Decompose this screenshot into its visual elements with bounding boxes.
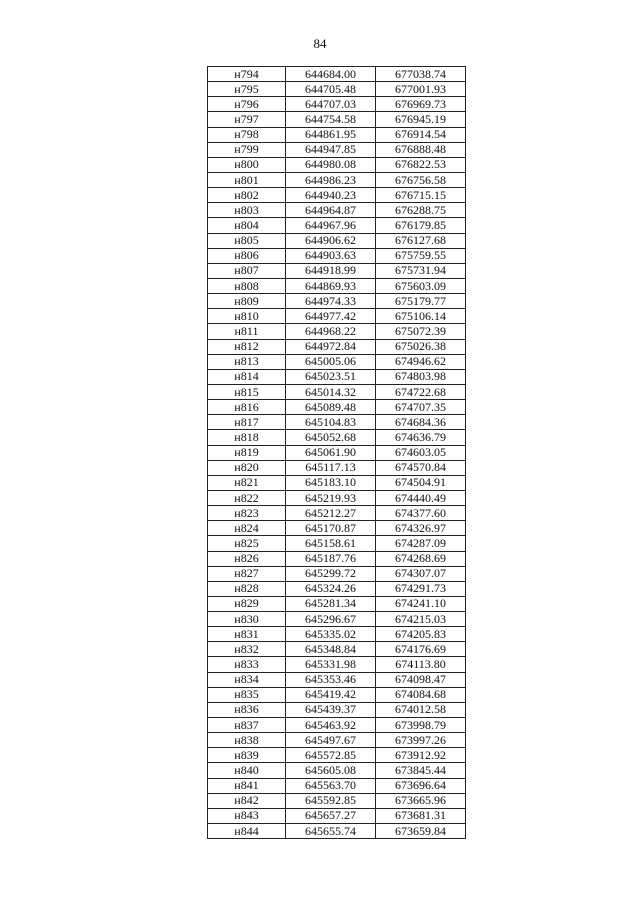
point-id-cell: н807	[208, 263, 286, 278]
point-id-cell: н844	[208, 824, 286, 839]
y-coordinate-cell: 673912.92	[376, 748, 466, 763]
y-coordinate-cell: 674241.10	[376, 596, 466, 611]
table-row	[208, 218, 466, 233]
y-coordinate-cell: 675731.94	[376, 263, 466, 278]
point-id-cell: н840	[208, 763, 286, 778]
y-coordinate-cell: 673696.64	[376, 778, 466, 793]
point-id-cell: н830	[208, 612, 286, 627]
y-coordinate-cell: 676715.15	[376, 188, 466, 203]
x-coordinate-cell: 645052.68	[286, 430, 376, 445]
point-id-cell: н838	[208, 733, 286, 748]
point-id-cell: н837	[208, 718, 286, 733]
y-coordinate-cell: 674326.97	[376, 521, 466, 536]
x-coordinate-cell: 645563.70	[286, 778, 376, 793]
point-id-cell: н831	[208, 627, 286, 642]
point-id-cell: н828	[208, 581, 286, 596]
point-id-cell: н819	[208, 445, 286, 460]
table-row	[208, 369, 466, 384]
table-row	[208, 127, 466, 142]
point-id-cell: н833	[208, 657, 286, 672]
x-coordinate-cell: 644947.85	[286, 142, 376, 157]
y-coordinate-cell: 674113.80	[376, 657, 466, 672]
x-coordinate-cell: 645605.08	[286, 763, 376, 778]
y-coordinate-cell: 674636.79	[376, 430, 466, 445]
x-coordinate-cell: 645296.67	[286, 612, 376, 627]
table-row	[208, 415, 466, 430]
table-row	[208, 687, 466, 702]
x-coordinate-cell: 644977.42	[286, 309, 376, 324]
table-row	[208, 475, 466, 490]
point-id-cell: н809	[208, 294, 286, 309]
x-coordinate-cell: 645592.85	[286, 793, 376, 808]
table-row	[208, 309, 466, 324]
point-id-cell: н810	[208, 309, 286, 324]
y-coordinate-cell: 674176.69	[376, 642, 466, 657]
point-id-cell: н796	[208, 97, 286, 112]
table-row	[208, 566, 466, 581]
table-row	[208, 263, 466, 278]
table-row	[208, 460, 466, 475]
y-coordinate-cell: 676288.75	[376, 203, 466, 218]
y-coordinate-cell: 676888.48	[376, 142, 466, 157]
table-row	[208, 97, 466, 112]
y-coordinate-cell: 676756.58	[376, 172, 466, 187]
y-coordinate-cell: 676969.73	[376, 97, 466, 112]
x-coordinate-cell: 645005.06	[286, 354, 376, 369]
y-coordinate-cell: 675179.77	[376, 294, 466, 309]
point-id-cell: н798	[208, 127, 286, 142]
x-coordinate-cell: 644964.87	[286, 203, 376, 218]
point-id-cell: н827	[208, 566, 286, 581]
y-coordinate-cell: 676914.54	[376, 127, 466, 142]
y-coordinate-cell: 674946.62	[376, 354, 466, 369]
point-id-cell: н834	[208, 672, 286, 687]
point-id-cell: н836	[208, 702, 286, 717]
point-id-cell: н826	[208, 551, 286, 566]
table-row	[208, 112, 466, 127]
x-coordinate-cell: 645497.67	[286, 733, 376, 748]
y-coordinate-cell: 675106.14	[376, 309, 466, 324]
table-row	[208, 157, 466, 172]
table-row	[208, 203, 466, 218]
point-id-cell: н816	[208, 400, 286, 415]
x-coordinate-cell: 644967.96	[286, 218, 376, 233]
y-coordinate-cell: 673997.26	[376, 733, 466, 748]
table-row	[208, 142, 466, 157]
x-coordinate-cell: 644980.08	[286, 157, 376, 172]
point-id-cell: н802	[208, 188, 286, 203]
coordinates-table	[207, 66, 466, 839]
y-coordinate-cell: 673845.44	[376, 763, 466, 778]
table-row	[208, 793, 466, 808]
x-coordinate-cell: 644903.63	[286, 248, 376, 263]
x-coordinate-cell: 645348.84	[286, 642, 376, 657]
x-coordinate-cell: 644918.99	[286, 263, 376, 278]
point-id-cell: н835	[208, 687, 286, 702]
table-row	[208, 82, 466, 97]
point-id-cell: н812	[208, 339, 286, 354]
y-coordinate-cell: 675072.39	[376, 324, 466, 339]
point-id-cell: н800	[208, 157, 286, 172]
point-id-cell: н825	[208, 536, 286, 551]
x-coordinate-cell: 644974.33	[286, 294, 376, 309]
table-row	[208, 612, 466, 627]
x-coordinate-cell: 645158.61	[286, 536, 376, 551]
y-coordinate-cell: 675603.09	[376, 278, 466, 293]
x-coordinate-cell: 644707.03	[286, 97, 376, 112]
point-id-cell: н843	[208, 808, 286, 823]
table-row	[208, 733, 466, 748]
x-coordinate-cell: 645324.26	[286, 581, 376, 596]
x-coordinate-cell: 644684.00	[286, 67, 376, 82]
point-id-cell: н822	[208, 490, 286, 505]
x-coordinate-cell: 645089.48	[286, 400, 376, 415]
x-coordinate-cell: 644906.62	[286, 233, 376, 248]
table-row	[208, 400, 466, 415]
x-coordinate-cell: 644705.48	[286, 82, 376, 97]
x-coordinate-cell: 644940.23	[286, 188, 376, 203]
point-id-cell: н797	[208, 112, 286, 127]
point-id-cell: н804	[208, 218, 286, 233]
x-coordinate-cell: 645212.27	[286, 506, 376, 521]
point-id-cell: н829	[208, 596, 286, 611]
x-coordinate-cell: 645657.27	[286, 808, 376, 823]
table-row	[208, 278, 466, 293]
x-coordinate-cell: 644754.58	[286, 112, 376, 127]
x-coordinate-cell: 645331.98	[286, 657, 376, 672]
x-coordinate-cell: 644968.22	[286, 324, 376, 339]
table-row	[208, 536, 466, 551]
x-coordinate-cell: 645419.42	[286, 687, 376, 702]
table-row	[208, 490, 466, 505]
y-coordinate-cell: 674570.84	[376, 460, 466, 475]
x-coordinate-cell: 645183.10	[286, 475, 376, 490]
table-row	[208, 672, 466, 687]
table-row	[208, 188, 466, 203]
x-coordinate-cell: 645353.46	[286, 672, 376, 687]
table-row	[208, 172, 466, 187]
point-id-cell: н794	[208, 67, 286, 82]
table-row	[208, 339, 466, 354]
point-id-cell: н799	[208, 142, 286, 157]
table-row	[208, 521, 466, 536]
point-id-cell: н817	[208, 415, 286, 430]
table-row	[208, 778, 466, 793]
x-coordinate-cell: 645281.34	[286, 596, 376, 611]
table-row	[208, 248, 466, 263]
x-coordinate-cell: 645023.51	[286, 369, 376, 384]
x-coordinate-cell: 644972.84	[286, 339, 376, 354]
table-body	[208, 67, 466, 839]
x-coordinate-cell: 645299.72	[286, 566, 376, 581]
x-coordinate-cell: 645219.93	[286, 490, 376, 505]
x-coordinate-cell: 645463.92	[286, 718, 376, 733]
point-id-cell: н839	[208, 748, 286, 763]
y-coordinate-cell: 676127.68	[376, 233, 466, 248]
y-coordinate-cell: 674215.03	[376, 612, 466, 627]
table-row	[208, 718, 466, 733]
x-coordinate-cell: 645061.90	[286, 445, 376, 460]
y-coordinate-cell: 675026.38	[376, 339, 466, 354]
x-coordinate-cell: 645655.74	[286, 824, 376, 839]
x-coordinate-cell: 645335.02	[286, 627, 376, 642]
x-coordinate-cell: 644986.23	[286, 172, 376, 187]
x-coordinate-cell: 645572.85	[286, 748, 376, 763]
point-id-cell: н832	[208, 642, 286, 657]
y-coordinate-cell: 674084.68	[376, 687, 466, 702]
y-coordinate-cell: 676822.53	[376, 157, 466, 172]
y-coordinate-cell: 673659.84	[376, 824, 466, 839]
point-id-cell: н814	[208, 369, 286, 384]
table-row	[208, 551, 466, 566]
x-coordinate-cell: 645187.76	[286, 551, 376, 566]
y-coordinate-cell: 674098.47	[376, 672, 466, 687]
y-coordinate-cell: 677001.93	[376, 82, 466, 97]
table-row	[208, 445, 466, 460]
x-coordinate-cell: 645014.32	[286, 384, 376, 399]
y-coordinate-cell: 673665.96	[376, 793, 466, 808]
y-coordinate-cell: 674307.07	[376, 566, 466, 581]
point-id-cell: н811	[208, 324, 286, 339]
point-id-cell: н823	[208, 506, 286, 521]
table-row	[208, 67, 466, 82]
table-row	[208, 506, 466, 521]
table-row	[208, 748, 466, 763]
y-coordinate-cell: 676945.19	[376, 112, 466, 127]
point-id-cell: н821	[208, 475, 286, 490]
table-row	[208, 384, 466, 399]
y-coordinate-cell: 676179.85	[376, 218, 466, 233]
table-row	[208, 233, 466, 248]
x-coordinate-cell: 645439.37	[286, 702, 376, 717]
table-row	[208, 657, 466, 672]
y-coordinate-cell: 674707.35	[376, 400, 466, 415]
y-coordinate-cell: 674268.69	[376, 551, 466, 566]
table-row	[208, 627, 466, 642]
y-coordinate-cell: 677038.74	[376, 67, 466, 82]
table-row	[208, 596, 466, 611]
point-id-cell: н820	[208, 460, 286, 475]
y-coordinate-cell: 673998.79	[376, 718, 466, 733]
table-row	[208, 581, 466, 596]
y-coordinate-cell: 674205.83	[376, 627, 466, 642]
point-id-cell: н806	[208, 248, 286, 263]
x-coordinate-cell: 644861.95	[286, 127, 376, 142]
y-coordinate-cell: 674803.98	[376, 369, 466, 384]
x-coordinate-cell: 644869.93	[286, 278, 376, 293]
x-coordinate-cell: 645117.13	[286, 460, 376, 475]
point-id-cell: н818	[208, 430, 286, 445]
table-row	[208, 430, 466, 445]
table-row	[208, 763, 466, 778]
table-row	[208, 702, 466, 717]
x-coordinate-cell: 645170.87	[286, 521, 376, 536]
point-id-cell: н801	[208, 172, 286, 187]
y-coordinate-cell: 674012.58	[376, 702, 466, 717]
point-id-cell: н803	[208, 203, 286, 218]
y-coordinate-cell: 674440.49	[376, 490, 466, 505]
y-coordinate-cell: 674684.36	[376, 415, 466, 430]
table-row	[208, 642, 466, 657]
point-id-cell: н808	[208, 278, 286, 293]
point-id-cell: н813	[208, 354, 286, 369]
page-number: 84	[313, 36, 327, 51]
x-coordinate-cell: 645104.83	[286, 415, 376, 430]
table-row	[208, 824, 466, 839]
table-row	[208, 354, 466, 369]
table-row	[208, 294, 466, 309]
point-id-cell: н841	[208, 778, 286, 793]
point-id-cell: н842	[208, 793, 286, 808]
table-row	[208, 808, 466, 823]
y-coordinate-cell: 674377.60	[376, 506, 466, 521]
y-coordinate-cell: 673681.31	[376, 808, 466, 823]
point-id-cell: н805	[208, 233, 286, 248]
y-coordinate-cell: 674603.05	[376, 445, 466, 460]
point-id-cell: н824	[208, 521, 286, 536]
table-row	[208, 324, 466, 339]
y-coordinate-cell: 675759.55	[376, 248, 466, 263]
y-coordinate-cell: 674287.09	[376, 536, 466, 551]
y-coordinate-cell: 674291.73	[376, 581, 466, 596]
point-id-cell: н815	[208, 384, 286, 399]
point-id-cell: н795	[208, 82, 286, 97]
y-coordinate-cell: 674504.91	[376, 475, 466, 490]
y-coordinate-cell: 674722.68	[376, 384, 466, 399]
